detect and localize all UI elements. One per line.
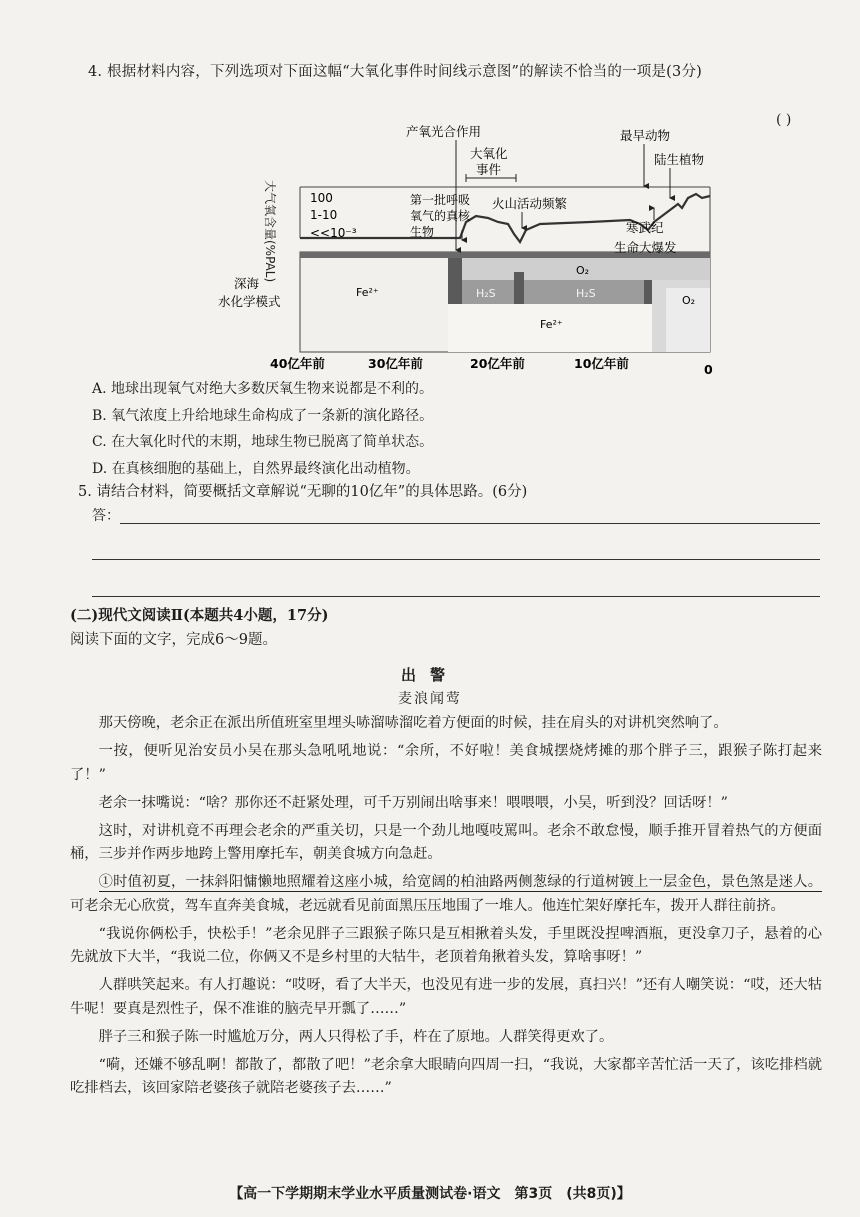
ocean-label-line1: 深海 — [234, 276, 260, 291]
h2s-label-2: H₂S — [576, 287, 596, 300]
o2-label-top: O₂ — [576, 264, 590, 277]
answer-bracket: ( ) — [776, 112, 792, 128]
paragraph-6: “我说你俩松手，快松手！”老余见胖子三跟猴子陈只是互相揪着头发，手里既没捏啤酒瓶，更没拿刀子，悬着的心先就放下大半，“我说二位，你俩又不是乡村里的大牯牛，老顶着角揪着头发，算啥事呀！” — [70, 925, 822, 965]
o2-label-right: O₂ — [682, 294, 696, 307]
ann-cambrian-line2: 生命大爆发 — [614, 240, 677, 255]
y-axis-label: 大气氧含量(%PAL) — [263, 180, 277, 283]
story-author: 麦浪闻莺 — [398, 691, 462, 707]
y-tick-1-10: 1-10 — [310, 208, 338, 222]
paragraph-2: 一按，便听见治安员小吴在那头急吼吼地说：“余所，不好啦！美食城摆烧烤摊的那个胖子三，跟猴子陈打起来了！” — [70, 743, 822, 783]
question-4-options — [92, 376, 433, 482]
section-title: (二)现代文阅读Ⅱ(本题共4小题，17分) — [70, 607, 329, 624]
option-c[interactable]: C. 在大氧化时代的末期，地球生物已脱离了简单状态。 — [92, 434, 434, 450]
paragraph-4: 这时，对讲机竟不再理会老余的严重关切，只是一个劲儿地嘎吱罵叫。老余不敢怠慢，顺手推开冒着热气的方便面桶，三步并作两步地跨上警用摩托车，朝美食城方向急赶。 — [70, 822, 822, 862]
ann-goe-line2: 事件 — [476, 162, 502, 177]
underlined-sentence-1: ①时值初夏，一抹斜阳慵懒地照耀着这座小城，给宽阔的柏油路两侧葱绿的行道树镀上一层金色，景色煞是迷人。 — [98, 874, 822, 890]
ann-eukaryote-line1: 第一批呼吸 — [410, 193, 471, 207]
paragraph-3: 老余一抹嘴说：“啥？那你还不赶紧处理，可千万别闹出啥事来！喂喂喂，小吴，听到没？回话呀！” — [98, 794, 728, 811]
oxidation-timeline-figure — [218, 112, 730, 378]
ann-cambrian-line1: 寒武纪 — [626, 220, 664, 235]
ocean-panel — [300, 252, 710, 352]
ann-eukaryote-line2: 氧气的真核 — [410, 209, 471, 223]
answer-line-1[interactable] — [120, 523, 820, 524]
y-tick-low: <<10⁻³ — [310, 226, 357, 240]
x-tick-0: 0 — [704, 362, 713, 377]
ann-eukaryote-line3: 生物 — [410, 225, 435, 239]
option-a[interactable]: A. 地球出现氧气对绝大多数厌氧生物来说都是不利的。 — [92, 381, 434, 397]
answer-line-3[interactable] — [92, 596, 820, 597]
ann-photosynthesis: 产氧光合作用 — [406, 124, 482, 139]
ann-volcano: 火山活动频繁 — [492, 196, 568, 211]
story-body — [70, 712, 822, 1105]
x-tick-40: 40亿年前 — [270, 356, 325, 371]
ann-earliest-animals: 最早动物 — [620, 128, 671, 143]
story-title: 出警 — [400, 666, 459, 684]
x-tick-30: 30亿年前 — [368, 356, 423, 371]
fe-label-bottom: Fe²⁺ — [540, 318, 563, 331]
option-b[interactable]: B. 氧气浓度上升给地球生命构成了一条新的演化路径。 — [92, 407, 434, 424]
ann-goe-line1: 大氧化 — [470, 146, 508, 161]
paragraph-7: 人群哄笑起来。有人打趣说：“哎呀，看了大半天，也没见有进一步的发展，真扫兴！”还有人嘲笑说：“哎，还大牯牛呢！要真是烈性子，保不准谁的脑壳早开瓢了……” — [70, 977, 822, 1017]
paragraph-5 — [70, 871, 822, 918]
paragraph-9: “嗬，还嫌不够乱啊！都散了，都散了吧！”老余拿大眼睛向四周一扫，“我说，大家都辛苦忙活一天了，该吃排档就吃排档去，该回家陪老婆孩子就陪老婆孩子去……” — [70, 1056, 822, 1096]
h2s-label-1: H₂S — [476, 287, 496, 300]
question-4-text: 4. 根据材料内容，下列选项对下面这幅“大氧化事件时间线示意图”的解读不恰当的一项是(3分) — [88, 64, 703, 80]
section-instruction: 阅读下面的文字，完成6～9题。 — [70, 632, 277, 648]
page-footer: 【高一下学期期末学业水平质量测试卷·语文 第3页 (共8页)】 — [229, 1186, 631, 1202]
x-tick-20: 20亿年前 — [470, 356, 525, 371]
answer-label: 答： — [92, 508, 120, 524]
y-tick-100: 100 — [310, 191, 333, 205]
fe-label-left: Fe²⁺ — [356, 286, 379, 299]
question-5-text: 5. 请结合材料，简要概括文章解说“无聊的10亿年”的具体思路。(6分) — [78, 484, 528, 500]
ann-land-plants: 陆生植物 — [654, 152, 705, 167]
paragraph-8: 胖子三和猴子陈一时尴尬万分，两人只得松了手，杵在了原地。人群笑得更欢了。 — [98, 1028, 614, 1045]
x-tick-10: 10亿年前 — [574, 356, 629, 371]
option-d[interactable]: D. 在真核细胞的基础上，自然界最终演化出动植物。 — [92, 460, 420, 477]
ocean-label-line2: 水化学模式 — [218, 294, 281, 309]
paragraph-1: 那天傍晚，老余正在派出所值班室里埋头哧溜哧溜吃着方便面的时候，挂在肩头的对讲机突然响了。 — [98, 715, 728, 731]
paragraph-5-rest: 可老余无心欣赏，驾车直奔美食城，老远就看见前面黑压压地围了一堆人。他连忙架好摩托车，拨开人群往前挤。 — [70, 897, 785, 914]
answer-line-2[interactable] — [92, 559, 820, 560]
